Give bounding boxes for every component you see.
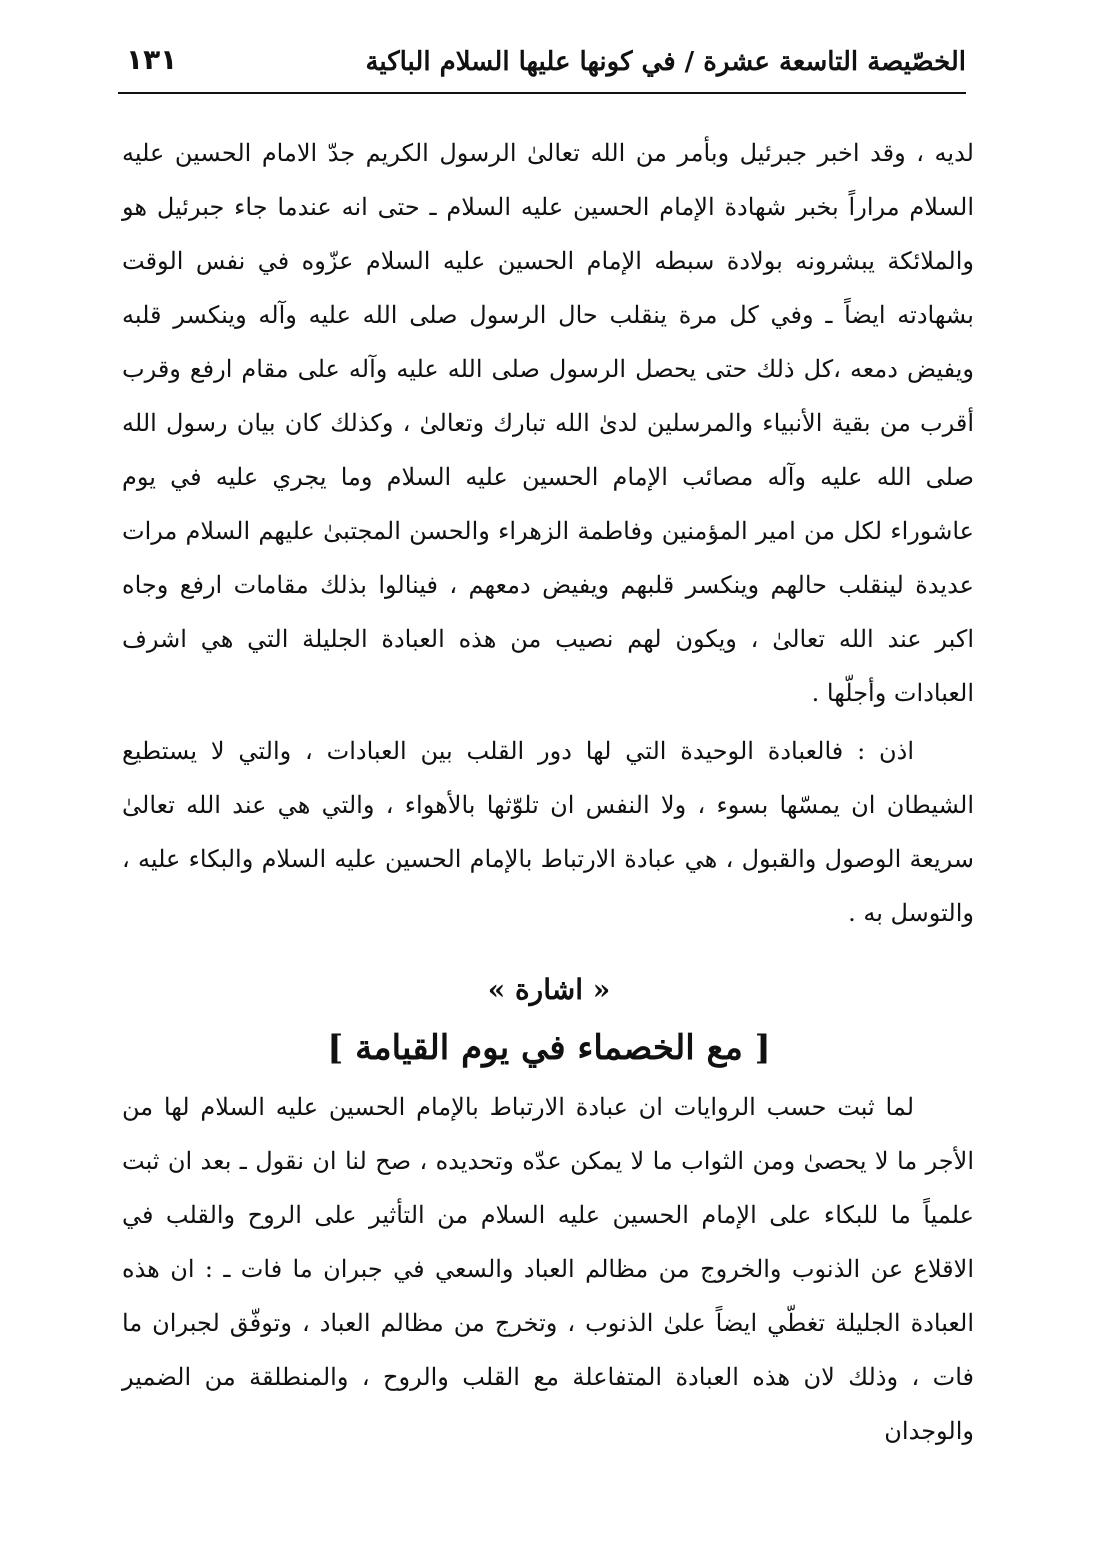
section-heading: [ مع الخصماء في يوم القيامة ] (327, 1028, 771, 1068)
section-two-body (122, 1080, 974, 1462)
chapter-title: الخصّيصة التاسعة عشرة / في كونها عليها السلام الباكية (365, 47, 966, 77)
header-divider (118, 92, 966, 94)
section-label: « اشارة » (487, 973, 611, 1006)
section-one-body (122, 126, 974, 944)
paragraph: لديه ، وقد اخبر جبرئيل وبأمر من الله تعالىٰ الرسول الكريم جدّ الامام الحسين عليه السلام مراراً بخبر شهادة الإمام الحسين عليه السلام ـ حتى انه عندما جاء جبرئيل هو والملائكة يبشرونه بولادة سبطه الإمام الحسين عليه السلام عزّوه في نفس الوقت بشهادته ايضاً ـ وفي كل مرة ينقلب حال الرسول صلى الله عليه وآله وينكسر قلبه ويفيض دمعه ،كل ذلك حتى يحصل الرسول صلى الله عليه وآله على مقام ارفع وقرب أقرب من بقية الأنبياء والمرسلين لدىٰ الله تبارك وتعالىٰ ، وكذلك كان بيان رسول الله صلى الله عليه وآله مصائب الإمام الحسين عليه السلام وما يجري عليه في يوم عاشوراء لكل من امير المؤمنين وفاطمة الزهراء والحسن المجتبىٰ عليهم السلام مرات عديدة لينقلب حالهم وينكسر قلبهم ويفيض دمعهم ، فينالوا بذلك مقامات ارفع وجاه اكبر عند الله تعالىٰ ، ويكون لهم نصيب من هذه العبادة الجليلة التي هي اشرف العبادات وأجلّها . (122, 139, 974, 707)
running-header (118, 38, 966, 90)
paragraph: اذن : فالعبادة الوحيدة التي لها دور القلب بين العبادات ، والتي لا يستطيع الشيطان ان يمسّها بسوء ، ولا النفس ان تلوّثها بالأهواء ، والتي هي عند الله تعالىٰ سريعة الوصول والقبول ، هي عبادة الارتباط بالإمام الحسين عليه السلام والبكاء عليه ، والتوسل به . (122, 737, 975, 927)
paragraph: لما ثبت حسب الروايات ان عبادة الارتباط بالإمام الحسين عليه السلام لها من الأجر ما لا يحصىٰ ومن الثواب ما لا يمكن عدّه وتحديده ، صح لنا ان نقول ـ بعد ان ثبت علمياً ما للبكاء على الإمام الحسين عليه السلام من التأثير على الروح والقلب في الاقلاع عن الذنوب والخروج من مظالم العباد والسعي في جبران ما فات ـ : ان هذه العبادة الجليلة تغطّي ايضاً علىٰ الذنوب ، وتخرج من مظالم العباد ، وتوفّق لجبران ما فات ، وذلك لان هذه العبادة المتفاعلة مع القلب والروح ، والمنطلقة من الضمير والوجدان (122, 1093, 975, 1445)
page-number: ١٣١ (126, 43, 178, 76)
